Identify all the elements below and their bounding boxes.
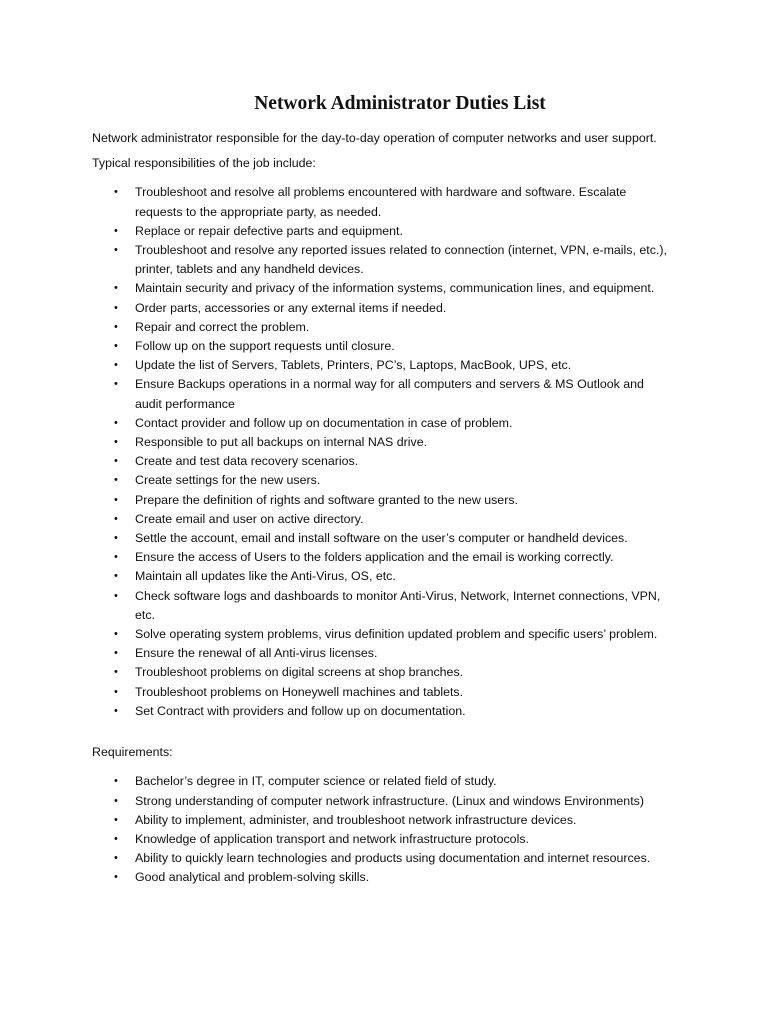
bullet-icon: • bbox=[114, 186, 118, 199]
requirement-item-text: Knowledge of application transport and network infrastructure protocols. bbox=[135, 831, 529, 846]
responsibility-item bbox=[92, 644, 672, 663]
requirements-list bbox=[92, 772, 672, 887]
responsibility-item-text: Check software logs and dashboards to monitor Anti-Virus, Network, Internet connections, VPN, etc. bbox=[135, 588, 661, 622]
responsibility-item-text: Create email and user on active directory. bbox=[135, 511, 364, 526]
bullet-icon: • bbox=[114, 852, 118, 865]
responsibility-item bbox=[92, 279, 672, 298]
responsibility-item-text: Repair and correct the problem. bbox=[135, 319, 310, 334]
bullet-icon: • bbox=[114, 359, 118, 372]
responsibility-item bbox=[92, 375, 672, 413]
responsibility-item bbox=[92, 433, 672, 452]
bullet-icon: • bbox=[114, 832, 118, 845]
bullet-icon: • bbox=[114, 813, 118, 826]
requirement-item-text: Bachelor’s degree in IT, computer science or related field of study. bbox=[135, 774, 497, 789]
responsibility-item bbox=[92, 337, 672, 356]
responsibilities-heading: Typical responsibilities of the job include: bbox=[92, 156, 316, 171]
bullet-icon: • bbox=[114, 224, 118, 237]
requirement-item-text: Ability to quickly learn technologies and products using documentation and internet resources. bbox=[135, 851, 651, 866]
bullet-icon: • bbox=[114, 794, 118, 807]
bullet-icon: • bbox=[114, 301, 118, 314]
bullet-icon: • bbox=[114, 775, 118, 788]
responsibility-item bbox=[92, 356, 672, 375]
requirement-item bbox=[92, 849, 672, 868]
responsibility-item bbox=[92, 318, 672, 337]
responsibility-item-text: Ensure Backups operations in a normal way for all computers and servers & MS Outlook and audit performance bbox=[135, 377, 644, 411]
responsibility-item-text: Order parts, accessories or any external items if needed. bbox=[135, 300, 447, 315]
responsibility-item-text: Troubleshoot and resolve all problems encountered with hardware and software. Escalate requests to the appropriate party, as needed. bbox=[135, 185, 627, 219]
responsibility-item-text: Solve operating system problems, virus definition updated problem and specific users’ problem. bbox=[135, 627, 658, 642]
responsibility-item bbox=[92, 663, 672, 682]
responsibility-item bbox=[92, 567, 672, 586]
responsibility-item-text: Troubleshoot and resolve any reported issues related to connection (internet, VPN, e-mails, etc.), printer, tablets and any handheld devices. bbox=[135, 243, 667, 277]
requirements-heading: Requirements: bbox=[92, 745, 173, 760]
responsibility-item bbox=[92, 241, 672, 279]
bullet-icon: • bbox=[114, 704, 118, 717]
bullet-icon: • bbox=[114, 244, 118, 257]
bullet-icon: • bbox=[114, 493, 118, 506]
responsibility-item bbox=[92, 548, 672, 567]
bullet-icon: • bbox=[114, 532, 118, 545]
responsibility-item bbox=[92, 414, 672, 433]
responsibility-item bbox=[92, 625, 672, 644]
responsibility-item-text: Settle the account, email and install software on the user’s computer or handheld devices. bbox=[135, 531, 628, 546]
responsibility-item-text: Prepare the definition of rights and software granted to the new users. bbox=[135, 492, 518, 507]
responsibility-item-text: Replace or repair defective parts and equipment. bbox=[135, 223, 403, 238]
bullet-icon: • bbox=[114, 871, 118, 884]
page-title: Network Administrator Duties List bbox=[254, 93, 546, 114]
requirement-item bbox=[92, 830, 672, 849]
bullet-icon: • bbox=[114, 589, 118, 602]
bullet-icon: • bbox=[114, 436, 118, 449]
responsibility-item-text: Troubleshoot problems on Honeywell machines and tablets. bbox=[135, 684, 464, 699]
bullet-icon: • bbox=[114, 455, 118, 468]
bullet-icon: • bbox=[114, 340, 118, 353]
bullet-icon: • bbox=[114, 628, 118, 641]
bullet-icon: • bbox=[114, 666, 118, 679]
responsibility-item-text: Create and test data recovery scenarios. bbox=[135, 454, 359, 469]
bullet-icon: • bbox=[114, 570, 118, 583]
responsibility-item bbox=[92, 299, 672, 318]
bullet-icon: • bbox=[114, 512, 118, 525]
requirement-item-text: Ability to implement, administer, and troubleshoot network infrastructure devices. bbox=[135, 812, 577, 827]
bullet-icon: • bbox=[114, 551, 118, 564]
responsibility-item bbox=[92, 491, 672, 510]
responsibility-item-text: Set Contract with providers and follow up on documentation. bbox=[135, 703, 466, 718]
responsibility-item bbox=[92, 529, 672, 548]
responsibility-item bbox=[92, 587, 672, 625]
requirement-item-text: Strong understanding of computer network infrastructure. (Linux and windows Environments) bbox=[135, 793, 644, 808]
responsibility-item-text: Maintain security and privacy of the information systems, communication lines, and equipment. bbox=[135, 281, 655, 296]
responsibility-item-text: Ensure the access of Users to the folders application and the email is working correctly. bbox=[135, 550, 614, 565]
responsibility-item-text: Maintain all updates like the Anti-Virus, OS, etc. bbox=[135, 569, 396, 584]
section-spacer bbox=[92, 721, 708, 743]
bullet-icon: • bbox=[114, 647, 118, 660]
bullet-icon: • bbox=[114, 282, 118, 295]
bullet-icon: • bbox=[114, 685, 118, 698]
bullet-icon: • bbox=[114, 320, 118, 333]
responsibility-item bbox=[92, 702, 672, 721]
requirement-item bbox=[92, 772, 672, 791]
responsibility-item bbox=[92, 222, 672, 241]
responsibility-item-text: Troubleshoot problems on digital screens at shop branches. bbox=[135, 665, 464, 680]
responsibility-item-text: Create settings for the new users. bbox=[135, 473, 321, 488]
bullet-icon: • bbox=[114, 416, 118, 429]
responsibility-item-text: Responsible to put all backups on internal NAS drive. bbox=[135, 435, 428, 450]
responsibility-item bbox=[92, 510, 672, 529]
requirement-item bbox=[92, 868, 672, 887]
requirement-item bbox=[92, 811, 672, 830]
responsibilities-list bbox=[92, 183, 672, 721]
responsibility-item bbox=[92, 183, 672, 221]
intro-paragraph: Network administrator responsible for the day-to-day operation of computer networks and user support. bbox=[92, 131, 657, 145]
responsibility-item bbox=[92, 471, 672, 490]
responsibility-item-text: Contact provider and follow up on documentation in case of problem. bbox=[135, 415, 513, 430]
bullet-icon: • bbox=[114, 474, 118, 487]
responsibility-item bbox=[92, 452, 672, 471]
responsibility-item-text: Update the list of Servers, Tablets, Printers, PC’s, Laptops, MacBook, UPS, etc. bbox=[135, 358, 572, 373]
bullet-icon: • bbox=[114, 378, 118, 391]
responsibility-item-text: Ensure the renewal of all Anti-virus licenses. bbox=[135, 646, 378, 661]
requirement-item bbox=[92, 792, 672, 811]
requirement-item-text: Good analytical and problem-solving skills. bbox=[135, 870, 370, 885]
responsibility-item bbox=[92, 683, 672, 702]
responsibility-item-text: Follow up on the support requests until closure. bbox=[135, 339, 395, 354]
